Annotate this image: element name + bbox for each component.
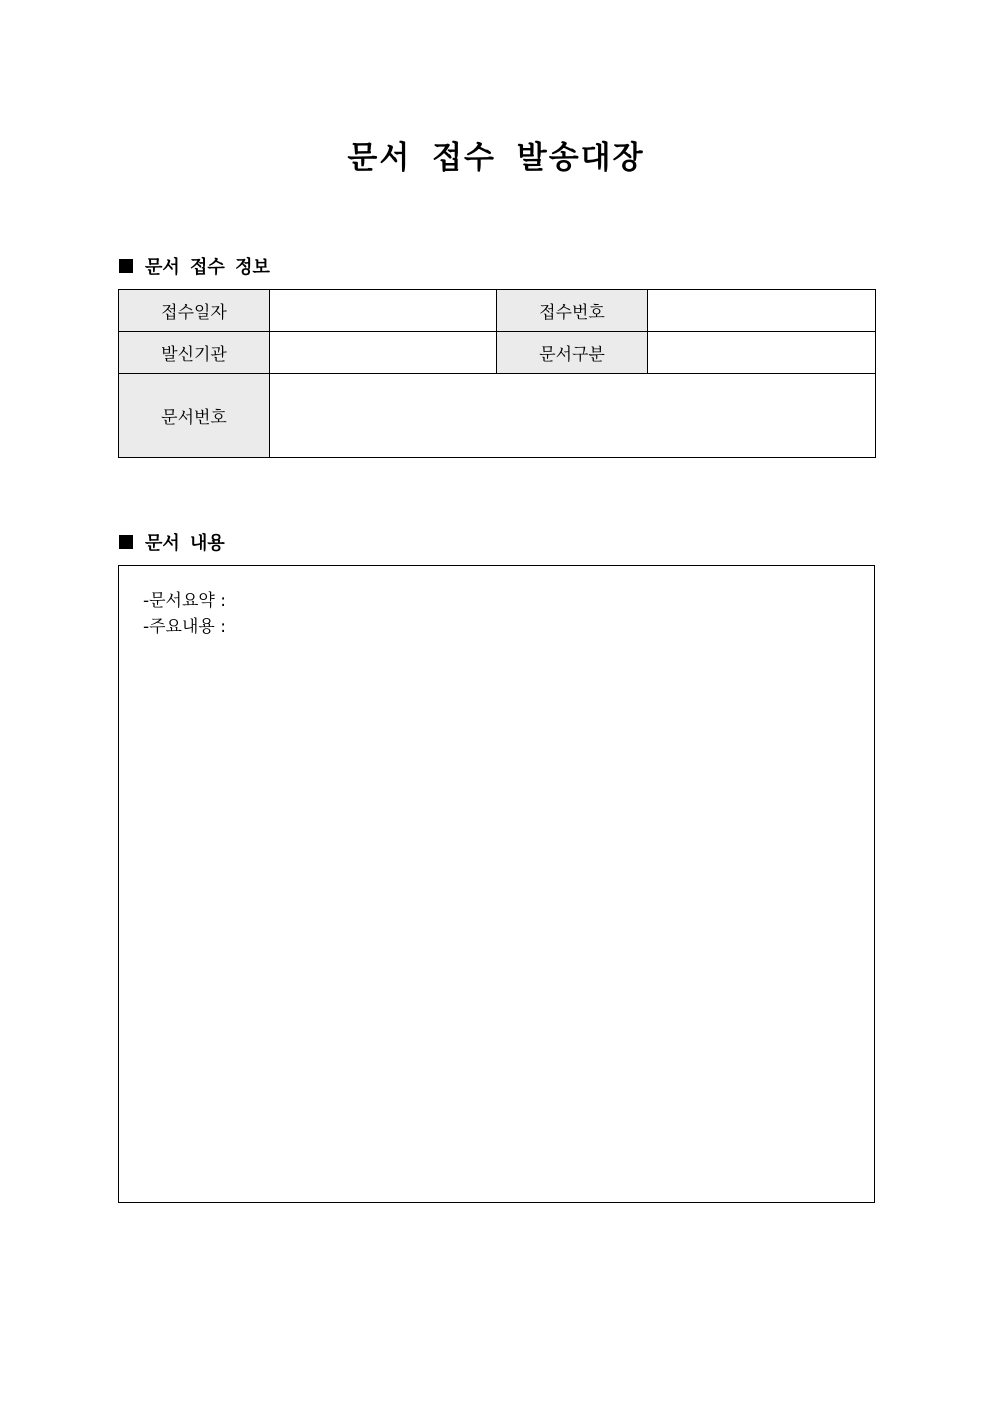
section-heading-info (119, 253, 270, 279)
document-type-label: 문서구분 (497, 332, 648, 374)
table-row (119, 290, 876, 332)
table-row (119, 332, 876, 374)
receipt-number-field[interactable] (648, 290, 876, 332)
receipt-info-table (118, 289, 876, 458)
sender-org-label: 발신기관 (119, 332, 270, 374)
section-heading-content (119, 529, 225, 555)
sender-org-field[interactable] (270, 332, 497, 374)
document-content-box[interactable] (118, 565, 875, 1203)
document-number-label: 문서번호 (119, 374, 270, 458)
square-bullet-icon (119, 535, 133, 549)
square-bullet-icon (119, 259, 133, 273)
summary-line: -문서요약 : (143, 591, 226, 611)
main-content-line: -주요내용 : (143, 617, 226, 637)
document-type-field[interactable] (648, 332, 876, 374)
document-title: 문서 접수 발송대장 (347, 140, 645, 176)
receipt-date-label: 접수일자 (119, 290, 270, 332)
document-number-field[interactable] (270, 374, 876, 458)
section-heading-content-text: 문서 내용 (145, 533, 225, 554)
table-row (119, 374, 876, 458)
receipt-number-label: 접수번호 (497, 290, 648, 332)
section-heading-info-text: 문서 접수 정보 (145, 257, 270, 278)
receipt-date-field[interactable] (270, 290, 497, 332)
